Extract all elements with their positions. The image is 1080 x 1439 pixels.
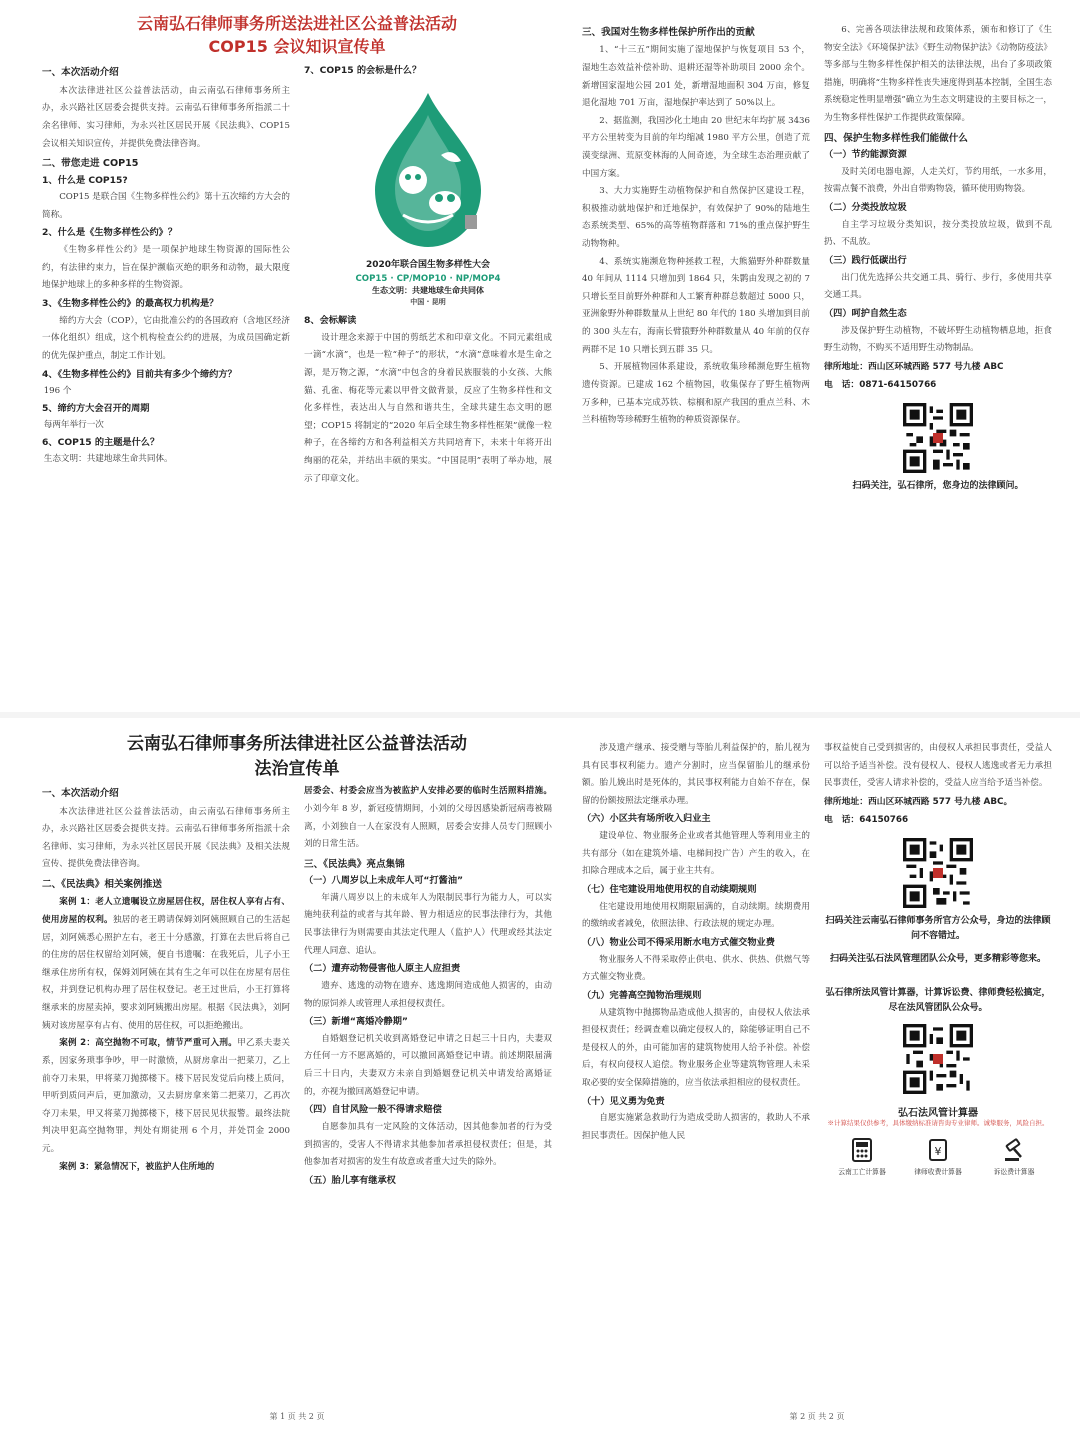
answer: 《生物多样性公约》是一项保护地球生物资源的国际性公约，有法律约束力，旨在保护濒临灭绝的职务和动物，最大限度地保护地球上的多种多样的生物资源。 — [42, 245, 290, 291]
answer: 196 个 — [43, 386, 72, 397]
scan-caption-official: 扫码关注云南弘石律师事务所官方公众号，身边的法律顾问不容错过。 — [825, 915, 1051, 942]
subheading: （七）住宅建设用地使用权的自动续期规则 — [582, 883, 757, 895]
page-1-cop15 — [42, 12, 552, 698]
subheading: （一）节约能源资源 — [824, 149, 907, 160]
calculator-promo: 弘石律所法风管计算器，计算诉讼费、律师费轻松搞定，尽在法风管团队公众号。 — [825, 987, 1051, 1013]
question: 7、COP15 的会标是什么？ — [304, 65, 422, 77]
page-2-cop15 — [582, 22, 1052, 698]
left-column — [582, 740, 810, 1176]
paragraph: 建设单位、物业服务企业或者其他管理人等利用业主的共有部分（如在建筑外墙、电梯间投广告）产生的收入，在扣除合理成本之后，属于业主共有。 — [582, 831, 810, 877]
right-column — [824, 22, 1052, 494]
subheading: （五）胎儿享有继承权 — [304, 1174, 396, 1186]
paragraph: 6、完善各项法律法规和政策体系，颁布和修订了《生物安全法》《环境保护法》《野生动物保护法》《动物防疫法》等多部与生物多样性保护相关的法律法规，出台了多项政策措施，明确将“生物多样性丧失速度得到基本控制，全国生态系统稳定性明显增强”确立为生态文明建设的主要目标之一，为生物多样性保护工作提供政策保障。 — [824, 25, 1052, 124]
question: 5、缔约方大会召开的周期 — [42, 402, 150, 414]
subheading: （一）八周岁以上未成年人可“打酱油” — [304, 875, 464, 887]
paragraph: 3、大力实施野生动植物保护和自然保护区建设工程，积极推动就地保护和迁地保护，有效保护了 90%的陆地生态系统类型、65%的高等植物群落和 71%的重点保护野生动物物种。 — [582, 186, 810, 250]
case-3-continued: 居委会、村委会应当为被监护人安排必要的临时生活照料措施。小刘今年 8 岁，新冠疫情期间，小刘的父母因感染新冠病毒被隔离，小刘独自一人在家没有人照顾，居委会安排人员专门照顾小刘的日常生活。 — [304, 786, 552, 850]
subheading: （二）分类投放垃圾 — [824, 201, 907, 213]
calculator-item[interactable]: 云南工亡计算器 — [832, 1137, 892, 1176]
subheading: （九）完善高空抛物治理规则 — [582, 989, 702, 1001]
qr-code-icon[interactable] — [903, 1024, 973, 1094]
question: 2、什么是《生物多样性公约》？ — [42, 227, 178, 239]
calculator-title: 弘石法风管计算器 — [898, 1108, 978, 1120]
page-3-law-flyer — [42, 732, 552, 1422]
right-column — [824, 740, 1052, 1176]
page-title: 云南弘石律师事务所法律进社区公益普法活动 法治宣传单 — [127, 734, 467, 779]
answer: COP15 是联合国《生物多样性公约》第十五次缔约方大会的简称。 — [42, 192, 290, 220]
page-number: 第 2 页 共 2 页 — [789, 1412, 845, 1421]
law-firm-address: 律所地址：西山区环城西路 577 号九楼 ABC。 — [824, 796, 1013, 807]
qr-code-icon[interactable] — [903, 838, 973, 908]
paragraph: 及时关闭电器电源，人走关灯，节约用纸，一水多用，按需点餐不浪费，外出自带购物袋，循环使用购物袋。 — [824, 166, 1052, 195]
paragraph: 事权益使自己受到损害的，由侵权人承担民事责任，受益人可以给予适当补偿。没有侵权人、侵权人逃逸或者无力承担民事责任，受害人请求补偿的，受益人应当给予适当补偿。 — [824, 743, 1052, 789]
question: 8、会标解读 — [304, 314, 357, 326]
right-column — [304, 783, 552, 1189]
section-heading: 一、本次活动介绍 — [42, 67, 119, 79]
paragraph: 本次法律进社区公益普法活动，由云南弘石律师事务所主办，永兴路社区居委会提供支持。云南弘石律师事务所指派十余名律师、实习律师，为永兴社区居民开展《民法典》及相关法规宣传、提供免费法律咨询。 — [42, 806, 290, 870]
subheading: （八）物业公司不得采用断水电方式催交物业费 — [582, 936, 775, 948]
paragraph: 1、“十三五”期间实施了湿地保护与恢复项目 53 个，湿地生态效益补偿补助、退耕还湿等补助项目 2000 余个。新增国家湿地公园 201 处，新增湿地面积 304 万亩，修复退化湿地 701 万亩，湿地保护率达到了 50%以上。 — [582, 45, 810, 109]
paragraph: 自愿参加具有一定风险的文体活动，因其他参加者的行为受到损害的，受害人不得请求其他参加者承担侵权责任；但是，其他参加者对损害的发生有故意或者重大过失的除外。 — [304, 1122, 552, 1168]
scan-caption: 扫码关注，弘石律所，您身边的法律顾问。 — [852, 480, 1024, 491]
question: 4、《生物多样性公约》目前共有多少个缔约方？ — [42, 368, 237, 380]
subheading: （六）小区共有场所收入归业主 — [582, 813, 711, 825]
answer: 缔约方大会（COP），它由批准公约的各国政府（含地区经济一体化组织）组成，这个机构检查公约的进展，为成员国确定新的优先保护重点，制定工作计划。 — [42, 315, 290, 361]
law-firm-phone: 电 话：0871-64150766 — [824, 380, 937, 391]
subheading: （三）践行低碳出行 — [824, 254, 907, 266]
left-column — [582, 22, 810, 494]
paragraph: 住宅建设用地使用权期限届满的，自动续期。续期费用的缴纳或者减免，依照法律、行政法规的规定办理。 — [582, 901, 810, 930]
fee-document-icon — [925, 1137, 951, 1163]
case-2: 案例 2：高空抛物不可取，情节严重可入刑。甲乙系夫妻关系，因家务琐事争吵，甲一时激愤，从厨房拿出一把菜刀，乙上前夺刀未果，甲将菜刀抛掷楼下。楼下居民发觉后向楼上质问，甲听到质问声后，更加激动，又去厨房拿来第二把菜刀，乙再次夺刀未果，甲又将菜刀抛掷楼下，楼下居民见状报警。最终法院判决甲犯高空抛物罪，判处有期徒刑 6 个月，并处罚金 2000 元。 — [42, 1038, 290, 1154]
subheading: （四）自甘风险一般不得请求赔偿 — [304, 1104, 442, 1116]
subheading: （十）见义勇为免责 — [582, 1095, 665, 1107]
paragraph: 物业服务人不得采取停止供电、供水、供热、供燃气等方式催交物业费。 — [582, 954, 810, 983]
answer: 每两年举行一次 — [43, 420, 104, 431]
svg-text:¥: ¥ — [934, 1145, 942, 1158]
section-heading: 三、《民法典》亮点集锦 — [304, 858, 405, 870]
paragraph: 自婚姻登记机关收到离婚登记申请之日起三十日内，夫妻双方任何一方不愿离婚的，可以撤回离婚登记申请。前述期限届满后三十日内，夫妻双方未亲自到婚姻登记机关申请发给离婚证的，亦视为撤回离婚登记申请。 — [304, 1033, 552, 1097]
cop15-emblem-icon — [353, 85, 503, 255]
calculator-list — [824, 1137, 1052, 1176]
section-heading: 二、《民法典》相关案例推送 — [42, 879, 162, 891]
page-4-law-flyer — [582, 740, 1052, 1422]
paragraph: 自主学习垃圾分类知识，按分类投放垃圾，做到不乱扔、不乱放。 — [824, 219, 1052, 248]
subheading: （四）呵护自然生态 — [824, 307, 907, 319]
page-title: 云南弘石律师事务所送法进社区公益普法活动 COP15 会议知识宣传单 — [136, 14, 457, 57]
case-1: 案例 1：老人立遗嘱设立房屋居住权，居住权人享有占有、使用房屋的权利。独居的老王聘请保姆刘阿姨照顾自己的生活起居，刘阿姨悉心照护左右，老王十分感激，打算在去世后将自己的住房的居住权留给刘阿姨，便自书遗嘱：在我死后，儿子小王继承住房所有权，保姆刘阿姨在其有生之年可以住在房屋有居住权，并到登记机构办理了居住权登记。老王过世后，小王打算将继承来的房屋卖掉，要求刘阿姨搬出房屋。根据《民法典》，刘阿姨对该房屋享有占有、使用的居住权，可以拒绝搬出。 — [42, 897, 290, 1031]
left-column — [42, 62, 290, 488]
page-number: 第 1 页 共 2 页 — [269, 1412, 325, 1421]
subheading: （二）遭弃动物侵害他人原主人应担责 — [304, 963, 461, 975]
sheet-divider — [0, 712, 1080, 718]
subheading: （三）新增“离婚冷静期” — [304, 1016, 408, 1028]
calculator-note: ※计算结果仅供参考，具体缴纳标准请咨询专业律师。诚挚服务，风险自担。 — [827, 1119, 1049, 1128]
question: 1、什么是 COP15? — [42, 174, 128, 186]
paragraph: 自愿实施紧急救助行为造成受助人损害的，救助人不承担民事责任。因保护他人民 — [582, 1113, 810, 1141]
paragraph: 涉及保护野生动植物，不破坏野生动植物栖息地，拒食野生动物，不购买不适用野生动物制品。 — [824, 325, 1052, 354]
scan-caption-team: 扫码关注弘石法风管理团队公众号，更多精彩等您来。 — [829, 954, 1046, 965]
case-3: 案例 3：紧急情况下，被监护人住所地的 — [59, 1161, 215, 1172]
calculator-item[interactable]: ¥ 律师收费计算器 — [908, 1137, 968, 1176]
paragraph: 本次法律进社区公益普法活动，由云南弘石律师事务所主办，永兴路社区居委会提供支持。云南弘石律师事务所指派二十余名律师、实习律师，为永兴社区居民开展《民法典》、COP15 会议相关知识宣传，并提供免费法律咨询。 — [42, 85, 290, 149]
calculator-item[interactable]: 诉讼费计算器 — [984, 1137, 1044, 1176]
law-firm-phone: 电 话：64150766 — [824, 815, 909, 826]
section-heading: 二、带您走进 COP15 — [42, 158, 139, 170]
right-column — [304, 62, 552, 488]
paragraph: 涉及遗产继承、接受赠与等胎儿利益保护的，胎儿视为具有民事权利能力。遗产分割时，应当保留胎儿的继承份额。胎儿娩出时是死体的，其民事权利能力自始不存在，保留的份额按照法定继承办理。 — [582, 743, 810, 806]
answer: 生态文明：共建地球生命共同体。 — [43, 454, 173, 465]
paragraph: 出门优先选择公共交通工具、骑行、步行，多使用共享交通工具。 — [824, 272, 1052, 301]
paragraph: 年满八周岁以上的未成年人为限制民事行为能力人，可以实施纯获利益的或者与其年龄、智力相适应的民事法律行为，其他民事法律行为则需要由其法定代理人（监护人）代理或经其法定代理人同意、追认。 — [304, 892, 552, 956]
question: 3、《生物多样性公约》的最高权力机构是？ — [42, 297, 219, 309]
section-heading: 三、我国对生物多样性保护所作出的贡献 — [582, 27, 755, 38]
qr-code-icon[interactable] — [903, 403, 973, 473]
paragraph: 4、系统实施濒危物种拯救工程，大熊猫野外种群数量 40 年间从 1114 只增加到 1864 只，朱鹮由发现之初的 7 只增长至目前野外种群和人工繁育种群总数超过 5000 只，亚洲象野外种群数量从上世纪 80 年代的 180 头增加到目前的 300 头左右，海南长臂猿野外种群数量从 40 年前的仅存两群不足 10 只增长到五群 35 只。 — [582, 256, 810, 355]
paragraph: 5、开展植物园体系建设，系统收集珍稀濒危野生植物遗传资源。已建成 162 个植物园，收集保存了野生植物两万多种，已基本完成苏铁、棕榈和原产我国的重点兰科、木兰科植物等珍稀野生植物的种质资源保存。 — [582, 362, 810, 426]
gavel-icon — [1001, 1137, 1027, 1163]
section-heading: 一、本次活动介绍 — [42, 788, 119, 800]
section-heading: 四、保护生物多样性我们能做什么 — [824, 132, 968, 144]
paragraph: 从建筑物中抛掷物品造成他人损害的，由侵权人依法承担侵权责任；经调查难以确定侵权人的，除能够证明自己不是侵权人的外，由可能加害的建筑物使用人给予补偿。补偿后，有权向侵权人追偿。物业服务企业等建筑物管理人未采取必要的安全保障措施的，应当依法承担相应的侵权责任。 — [582, 1007, 810, 1089]
paragraph: 2、据监测，我国沙化土地由 20 世纪末年均扩展 3436 平方公里转变为目前的年均缩减 1980 平方公里，创造了荒漠变绿洲、荒原变林海的人间奇迹，为全球生态治理贡献了中国方案。 — [582, 115, 810, 179]
calculator-icon — [849, 1137, 875, 1163]
answer: 设计理念来源于中国的剪纸艺术和印章文化。不同元素组成一滴“水滴”，也是一粒“种子”的形状，“水滴”意味着水是生命之源，是万物之源，“水滴”中包含的身着民族服装的小女孩、大熊猫、孔雀、梅花等元素以甲骨文做背景，反应了生物多样性和文化多样性，表达出人与自然和谐共生，全球共建生态文明的愿望；COP15 将制定的“2020 年后全球生物多样性框架”就像一粒种子，在各缔约方和各利益相关方共同培育下，未来十年将开出绚丽的花朵，并结出丰硕的果实。“中国昆明”表明了举办地，展示了印章文化。 — [304, 332, 552, 484]
law-firm-address: 律所地址：西山区环城西路 577 号九楼 ABC — [824, 361, 1004, 372]
left-column — [42, 783, 290, 1189]
paragraph: 遗弃、逃逸的动物在遗弃、逃逸期间造成他人损害的，由动物的原饲养人或管理人承担侵权责任。 — [304, 980, 552, 1009]
cop15-logo: 2020年联合国生物多样性大会 COP15 · CP/MOP10 · NP/MOP4 生态文明：共建地球生命共同体 中国 · 昆明 — [323, 85, 533, 308]
question: 6、COP15 的主题是什么？ — [42, 436, 160, 448]
